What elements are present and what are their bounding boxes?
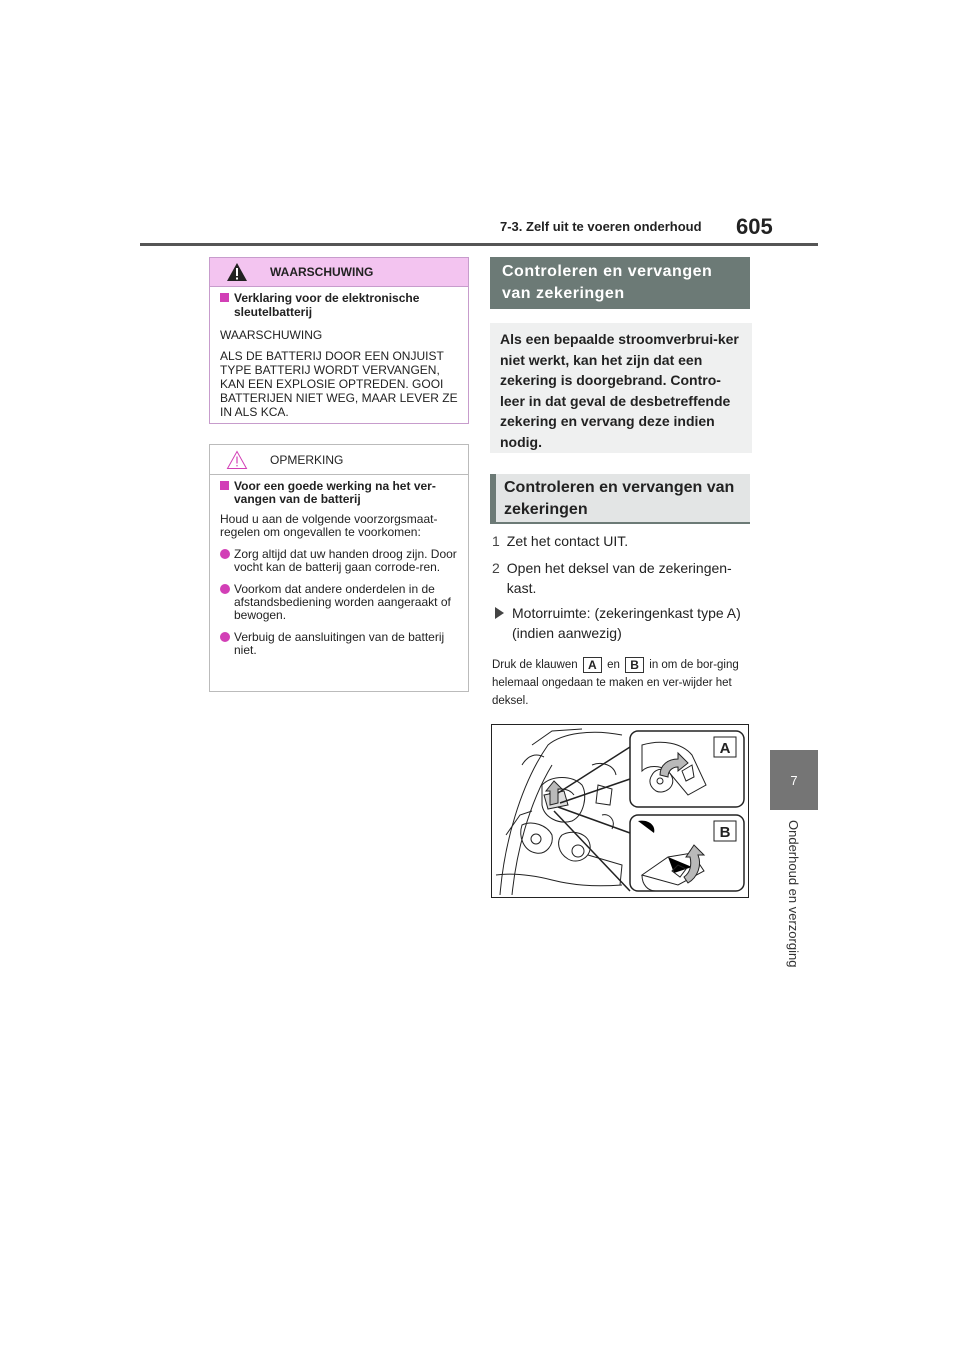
section-banner: Controleren en vervangen van zekeringen bbox=[490, 257, 750, 309]
intro-text: Als een bepaalde stroomverbrui-ker niet werkt, kan het zijn dat een zekering is doorgebrand. Contro-leer in dat geval de desbetreffende zekering en vervang deze indien nodig. bbox=[490, 323, 752, 453]
step-text: Zet het contact UIT. bbox=[506, 533, 629, 549]
round-bullet-icon bbox=[220, 549, 230, 559]
label-b: B bbox=[625, 657, 644, 673]
warning-heading: WAARSCHUWING bbox=[270, 265, 374, 279]
warning-label: WAARSCHUWING bbox=[220, 328, 323, 342]
square-bullet-icon bbox=[220, 481, 229, 490]
note-subheading: Voor een goede werking na het ver-vangen van de batterij bbox=[220, 480, 460, 506]
step-number: 2 bbox=[492, 560, 500, 576]
step-text: Open het deksel van de zekeringen-kast. bbox=[506, 560, 732, 596]
figure-label-a: A bbox=[719, 740, 731, 757]
arrow-bullet-icon bbox=[495, 607, 504, 619]
warning-triangle-icon bbox=[226, 262, 248, 282]
section-title: 7-3. Zelf uit te voeren onderhoud bbox=[500, 219, 702, 234]
note-header bbox=[210, 445, 468, 475]
step-number: 1 bbox=[492, 533, 500, 549]
step-2 bbox=[492, 558, 752, 598]
warning-header bbox=[210, 258, 468, 287]
instruction-text: Druk de klauwen A en B in om de bor-ging helemaal ongedaan te maken en ver-wijder het deksel. bbox=[492, 658, 739, 707]
square-bullet-icon bbox=[220, 293, 229, 302]
round-bullet-icon bbox=[220, 584, 230, 594]
engine-fusebox-illustration bbox=[491, 724, 749, 898]
header-rule bbox=[140, 243, 818, 246]
list-item: Zorg altijd dat uw handen droog zijn. Door vocht kan de batterij gaan corrode-ren. bbox=[220, 548, 460, 574]
page-number: 605 bbox=[736, 214, 773, 239]
chapter-title-vertical bbox=[783, 820, 803, 980]
chapter-number: 7 bbox=[790, 772, 798, 788]
chapter-tab bbox=[770, 750, 818, 810]
arrow-item-text: Motorruimte: (zekeringenkast type A) (indien aanwezig) bbox=[512, 605, 741, 641]
label-a: A bbox=[583, 657, 602, 673]
list-item: Verbuig de aansluitingen van de batterij niet. bbox=[220, 631, 460, 657]
warning-box bbox=[209, 257, 469, 424]
step-1 bbox=[492, 531, 628, 551]
round-bullet-icon bbox=[220, 632, 230, 642]
illustration-drawing bbox=[492, 725, 748, 897]
note-intro: Houd u aan de volgende voorzorgsmaat-regelen om ongevallen te voorkomen: bbox=[220, 512, 438, 539]
note-box bbox=[209, 444, 469, 692]
note-heading: OPMERKING bbox=[270, 452, 344, 467]
warning-text: ALS DE BATTERIJ DOOR EEN ONJUIST TYPE BATTERIJ WORDT VERVANGEN, KAN EEN EXPLOSIE OPTREDEN. GOOI BATTERIJEN NIET WEG, MAAR LEVER ZE IN ALS KCA. bbox=[220, 349, 458, 419]
figure-label-b: B bbox=[719, 824, 731, 841]
arrow-item bbox=[492, 603, 752, 643]
chapter-title: Onderhoud en verzorging bbox=[786, 820, 801, 968]
list-item: Voorkom dat andere onderdelen in de afstandsbediening worden aangeraakt of bewogen. bbox=[220, 583, 460, 622]
caution-triangle-outline-icon bbox=[226, 450, 248, 470]
subheading: Controleren en vervangen van zekeringen bbox=[490, 474, 750, 524]
warning-subheading: Verklaring voor de elektronische sleutelbatterij bbox=[220, 291, 460, 319]
